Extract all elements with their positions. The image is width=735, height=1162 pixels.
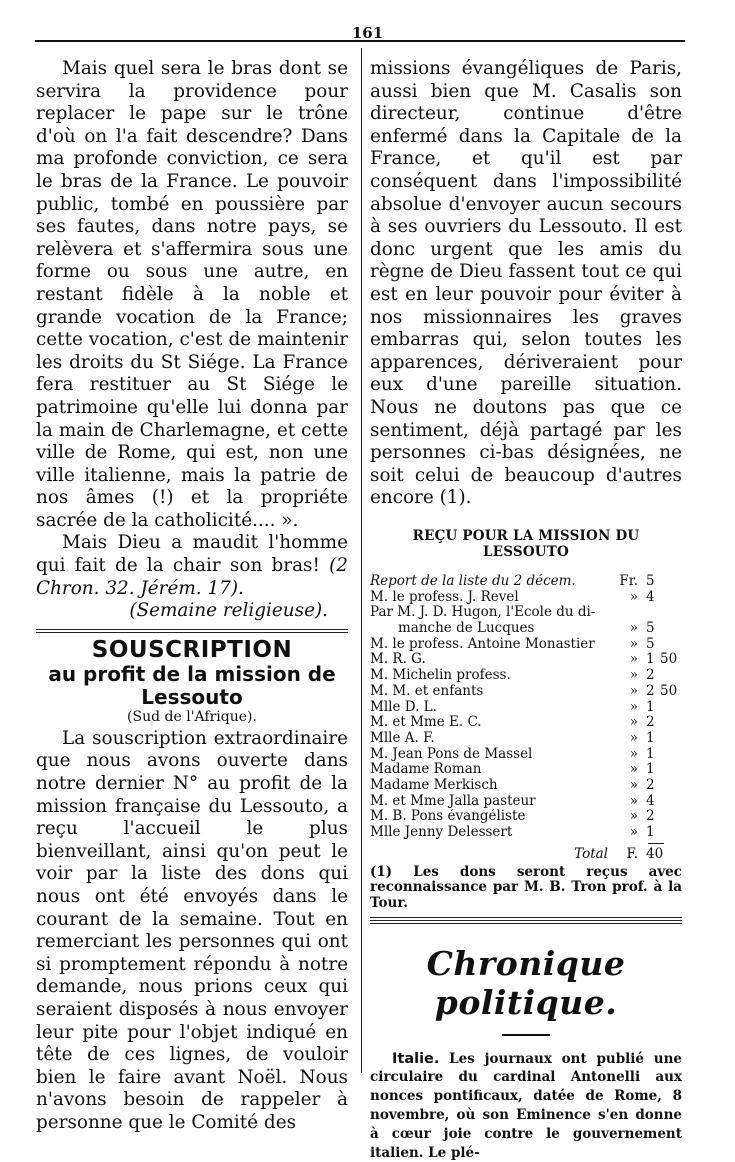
- total-label: Total: [574, 846, 608, 862]
- donation-row: [370, 590, 682, 606]
- donation-row: [370, 652, 682, 668]
- section-divider: [36, 629, 348, 633]
- donation-row: [370, 684, 682, 700]
- donation-currency: »: [629, 777, 638, 794]
- column-divider: [361, 48, 362, 1073]
- donation-currency: »: [629, 588, 638, 605]
- donation-currency: »: [629, 729, 638, 746]
- donation-name: Madame Roman: [370, 762, 482, 778]
- donation-name: M. M. et enfants: [370, 683, 484, 699]
- signature: (Semaine religieuse).: [129, 600, 328, 622]
- donation-row: [370, 700, 682, 716]
- donation-row: [370, 825, 682, 841]
- donation-amount: 5: [646, 572, 655, 589]
- donation-row: [370, 621, 682, 637]
- donation-amount: 1: [646, 729, 655, 746]
- souscription-note: (Sud de l'Afrique).: [127, 708, 257, 725]
- right-column: [370, 58, 682, 1162]
- donation-name: M. et Mme E. C.: [370, 715, 482, 731]
- chronique-title: Chronique politique.: [426, 943, 626, 1022]
- total-rule: [648, 843, 664, 844]
- donation-currency: »: [629, 619, 638, 636]
- donation-amount: 2: [646, 714, 655, 731]
- donation-currency: »: [629, 792, 638, 809]
- donation-amount: 4: [646, 588, 655, 605]
- donation-amount: 5: [646, 619, 655, 636]
- chronique-paragraph: [370, 1050, 682, 1162]
- donation-currency: »: [629, 682, 638, 699]
- donation-name: Par M. J. D. Hugon, l'Ecole du di-: [370, 605, 596, 621]
- donation-cents: 50: [660, 682, 678, 699]
- donation-name: M. Jean Pons de Massel: [370, 746, 533, 762]
- donation-name: manche de Lucques: [398, 620, 535, 636]
- donation-name: M. R. G.: [370, 652, 426, 668]
- total-amount: 40: [646, 845, 664, 862]
- donation-currency: »: [629, 714, 638, 731]
- souscription-subtitle: au profit de la mission de Lessouto: [48, 661, 336, 709]
- donation-currency: »: [629, 635, 638, 652]
- donation-name: M. B. Pons évangéliste: [370, 809, 526, 825]
- chronique-divider: [370, 917, 682, 918]
- donation-currency: »: [629, 651, 638, 668]
- donation-name: M. le profess. Antoine Monastier: [370, 636, 595, 652]
- recu-heading: REÇU POUR LA MISSION DU LESSOUTO: [412, 527, 640, 560]
- chronique-divider-double: [370, 920, 682, 924]
- chronique-lead: Italie.: [392, 1050, 440, 1067]
- donation-row: [370, 778, 682, 794]
- donation-name: M. et Mme Jalla pasteur: [370, 793, 536, 809]
- donation-name: Report de la liste du 2 décem.: [370, 573, 576, 589]
- souscription-title: SOUSCRIPTION: [91, 636, 293, 663]
- donation-currency: »: [629, 761, 638, 778]
- donation-currency: »: [629, 698, 638, 715]
- donation-amount: 1: [646, 651, 655, 668]
- left-column: [36, 58, 348, 1135]
- donation-currency: »: [629, 745, 638, 762]
- page-number: 161: [351, 24, 384, 42]
- chronique-short-rule: [502, 1034, 550, 1036]
- donation-row: [370, 637, 682, 653]
- souscription-paragraph: La souscription extraordinaire que nous avons ouverte dans notre dernier N° au profit de la mission française du Lessouto, a reçu l'accueil le plus bienveillant, ainsi qu'on peut le voir par la liste des dons qui nous ont été envoyés dans le courant de la semaine. Tout en remerciant les personnes qui ont si promptement répondu à notre demande, nous prions ceux qui seraient disposés à nous envoyer leur pite pour l'objet indiqué en tête de ces lignes, de vouloir bien le faire avant Noël. Nous n'avons besoin de rappeler à personne que le Comité des: [36, 727, 348, 1133]
- donation-row: [370, 715, 682, 731]
- left-paragraph-2-text: Mais Dieu a maudit l'homme qui fait de la chair son bras!: [36, 532, 348, 577]
- left-paragraph-1: Mais quel sera le bras dont se servira la providence pour replacer le pape sur le trône d'où on l'a fait descendre? Dans ma profonde conviction, ce sera le bras de la France. Le pouvoir public, tombé en poussière par ses fautes, dans notre pays, se relèvera et s'affermira sous une forme ou sous une autre, en restant fidèle à la noble et grande vocation de la France; cette vocation, c'est de maintenir les droits du St Siége. La France fera restituer au St Siége le patrimoine qu'elle lui donna par la main de Charlemagne, et cette ville de Rome, qui est, non une ville italienne, mais la patrie de nos âmes (!) et la propriéte sacrée de la catholicité.... ».: [36, 58, 348, 531]
- donation-amount: 4: [646, 792, 655, 809]
- donation-cents: 50: [660, 651, 678, 668]
- total-currency: F.: [626, 845, 638, 862]
- donation-amount: 5: [646, 635, 655, 652]
- donation-name: Madame Merkisch: [370, 778, 498, 794]
- donation-amount: 1: [646, 824, 655, 841]
- donation-currency: Fr.: [619, 572, 638, 589]
- donation-amount: 2: [646, 682, 655, 699]
- donation-name: Mlle D. L.: [370, 699, 437, 715]
- donation-row: [370, 762, 682, 778]
- total-row: [370, 847, 682, 863]
- donation-row: [370, 605, 682, 621]
- header-rule: [35, 40, 685, 42]
- left-paragraph-2-citation: (2 Chron. 32. Jérém. 17).: [36, 555, 348, 599]
- donation-row: [370, 794, 682, 810]
- footnote: (1) Les dons seront reçus avec reconnaissance par M. B. Tron prof. à la Tour.: [370, 863, 682, 911]
- donation-row: [370, 731, 682, 747]
- donation-row: [370, 809, 682, 825]
- donation-row: [370, 574, 682, 590]
- donation-currency: »: [629, 808, 638, 825]
- donation-name: M. Michelin profess.: [370, 668, 511, 684]
- donation-amount: 2: [646, 667, 655, 684]
- donation-amount: 1: [646, 698, 655, 715]
- donation-name: M. le profess. J. Revel: [370, 589, 519, 605]
- right-paragraph-1: missions évangéliques de Paris, aussi bien que M. Casalis son directeur, continue d'être enfermé dans la Capitale de la France, et qu'il est par conséquent dans l'impossibilité absolue d'envoyer aucun secours à ses ouvriers du Lessouto. Il est donc urgent que les amis du règne de Dieu fassent tout ce qui est en leur pouvoir pour éviter à nos missionnaires les graves embarras qui, selon toutes les apparences, dériveraient pour eux d'une pareille situation. Nous ne doutons pas que ce sentiment, déjà partagé par les personnes ci-bas désignées, ne soit celui de beaucoup d'autres encore (1).: [370, 58, 682, 509]
- donation-amount: 2: [646, 777, 655, 794]
- donation-row: [370, 668, 682, 684]
- donation-amount: 1: [646, 761, 655, 778]
- donation-name: Mlle Jenny Delessert: [370, 825, 513, 841]
- donation-currency: »: [629, 824, 638, 841]
- left-paragraph-2: [36, 532, 348, 600]
- donation-amount: 1: [646, 745, 655, 762]
- donation-amount: 2: [646, 808, 655, 825]
- donation-name: Mlle A. F.: [370, 730, 435, 746]
- chronique-text: Les journaux ont publié une circulaire du cardinal Antonelli aux nonces pontificaux, datée de Rome, 8 novembre, où son Eminence s'en donne à cœur joie contre le gouvernement italien. Le plé-: [370, 1050, 682, 1161]
- donation-currency: »: [629, 667, 638, 684]
- donation-list: [370, 574, 682, 841]
- donation-row: [370, 747, 682, 763]
